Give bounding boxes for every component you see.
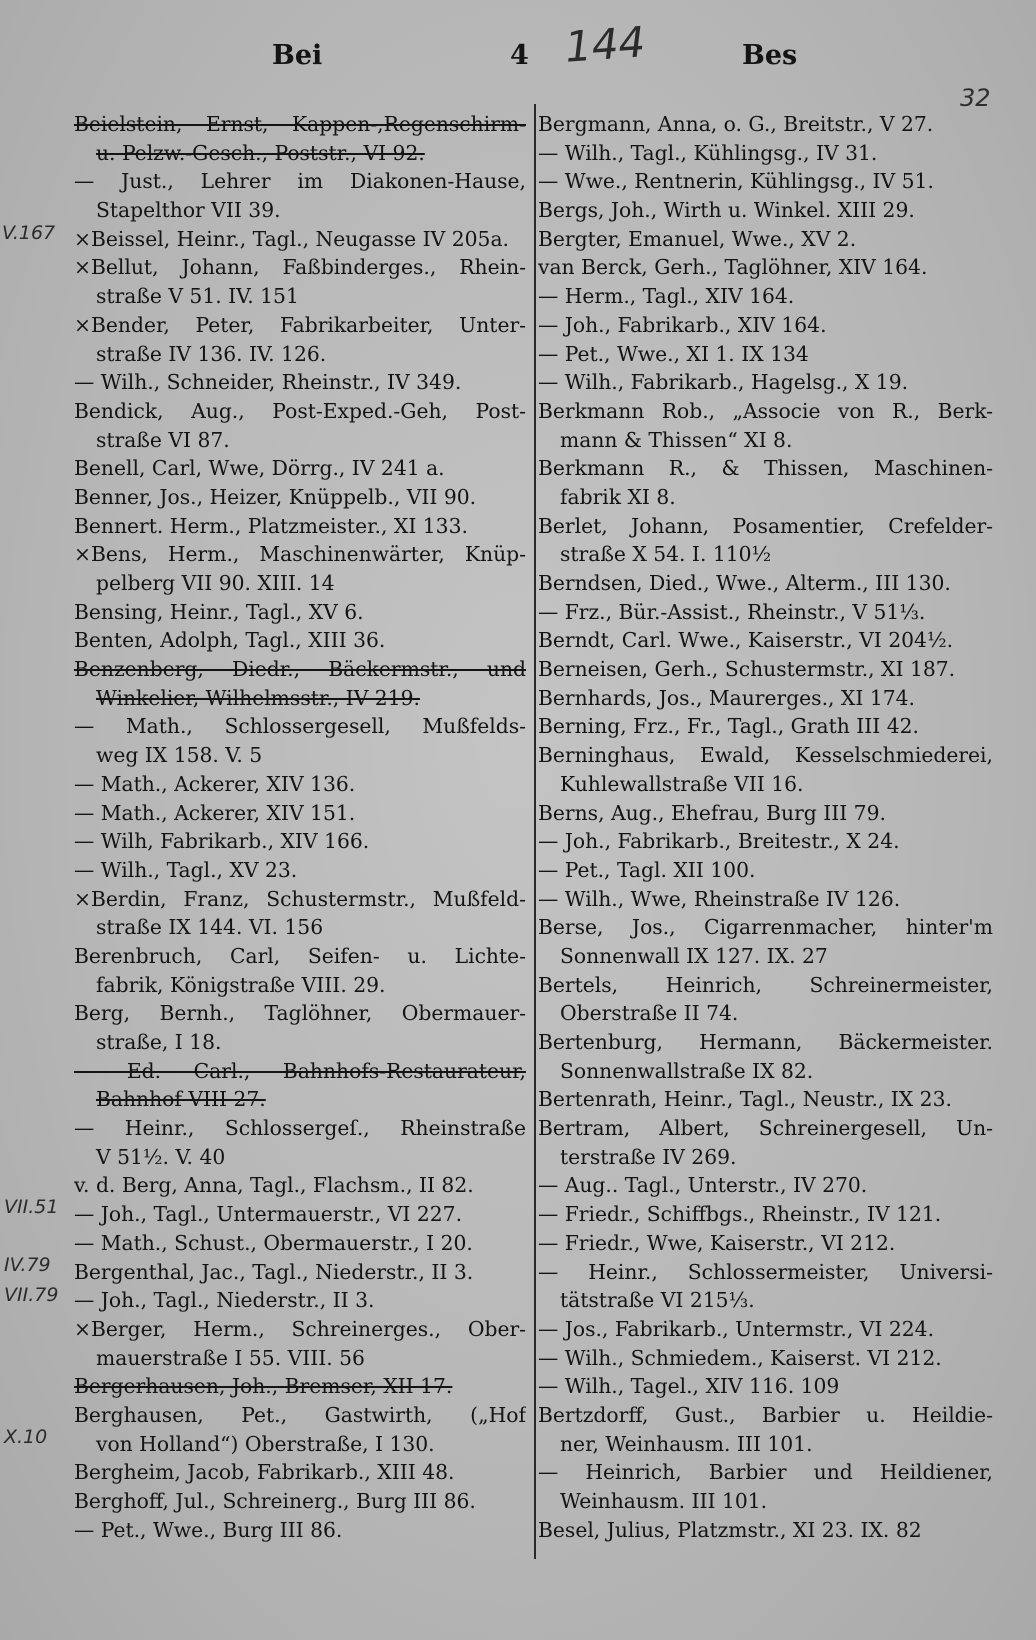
entry-line: ×Berger, Herm., Schreinerges., Ober- — [74, 1316, 526, 1341]
entry-line: straße, I 18. — [96, 1030, 222, 1054]
entry-line: Oberstraße II 74. — [560, 1001, 739, 1026]
entry-line: — Math., Ackerer, XIV 151. — [74, 800, 356, 825]
entry-line: — Heinr., Schlossermeister, Universi- — [538, 1259, 993, 1284]
entry-line: Bensing, Heinr., Tagl., XV 6. — [74, 599, 364, 624]
entry-line: Bahnhof VIII 27. — [96, 1087, 266, 1112]
entry-line: Berns, Aug., Ehefrau, Burg III 79. — [538, 800, 886, 825]
entry-line: ×Bender, Peter, Fabrikarbeiter, Unter- — [74, 312, 526, 337]
entry-line: Bertzdorff, Gust., Barbier u. Heildie- — [538, 1402, 993, 1427]
entry-line: — Wilh., Wwe, Rheinstraße IV 126. — [538, 886, 901, 911]
entry-line: — Heinr., Schlossergeſ., Rheinstraße — [74, 1116, 526, 1141]
entry-line: Berenbruch, Carl, Seifen- u. Lichte- — [74, 943, 526, 968]
entry-line: — Frz., Bür.-Assist., Rheinstr., V 51⅓. — [538, 599, 926, 624]
entry-line: Beielstein, Ernst, Kappen-,Regenschirm- — [74, 112, 526, 136]
entry-line: Berghausen, Pet., Gastwirth, („Hof — [74, 1402, 526, 1427]
entry-line: Benner, Jos., Heizer, Knüppelb., VII 90. — [74, 484, 477, 509]
entry-line: Berndsen, Died., Wwe., Alterm., III 130. — [538, 571, 951, 595]
entry-line: — Wilh., Tagl., Kühlingsg., IV 31. — [538, 140, 878, 165]
entry-line: — Friedr., Schiffbgs., Rheinstr., IV 121. — [538, 1202, 942, 1227]
entry-line: ner, Weinhausm. III 101. — [560, 1431, 813, 1456]
entry-line: Berndt, Carl. Wwe., Kaiserstr., VI 204½. — [538, 628, 954, 653]
entry-line: Weinhausm. III 101. — [560, 1489, 768, 1513]
entry-line: Berse, Jos., Cigarrenmacher, hinter'm — [538, 915, 993, 940]
entry-line: — Herm., Tagl., XIV 164. — [538, 284, 795, 309]
entry-line: — Jos., Fabrikarb., Untermstr., VI 224. — [538, 1316, 935, 1341]
entry-line: Benten, Adolph, Tagl., XIII 36. — [74, 628, 386, 653]
entry-line: pelberg VII 90. XIII. 14 — [96, 571, 335, 595]
handwritten-page-number: 144 — [563, 17, 647, 72]
entry-line: Bergheim, Jacob, Fabrikarb., XIII 48. — [74, 1460, 455, 1485]
margin-note: X.10 — [4, 1426, 48, 1448]
entry-line: van Berck, Gerh., Taglöhner, XIV 164. — [538, 255, 928, 280]
left-column — [74, 110, 526, 1544]
entry-line: Stapelthor VII 39. — [96, 198, 281, 223]
entry-line: Bergs, Joh., Wirth u. Winkel. XIII 29. — [538, 198, 915, 223]
entry-line: ×Beissel, Heinr., Tagl., Neugasse IV 205a. — [74, 226, 509, 251]
entry-line: — Joh., Fabrikarb., XIV 164. — [538, 312, 827, 337]
entry-line: Benell, Carl, Wwe, Dörrg., IV 241 a. — [74, 456, 445, 481]
entry-line: Bennert. Herm., Platzmeister., XI 133. — [74, 513, 468, 538]
entry-line: — Wilh., Tagel., XIV 116. 109 — [538, 1374, 840, 1399]
corner-note: 32 — [960, 84, 991, 112]
entry-line: u. Pelzw.-Gesch., Poststr., VI 92. — [96, 140, 425, 165]
right-column — [538, 110, 993, 1544]
page-number: 4 — [510, 40, 529, 71]
entry-line: — Pet., Wwe., Burg III 86. — [74, 1517, 343, 1542]
header-left-keyword: Bei — [272, 40, 323, 71]
entry-line: — Joh., Tagl., Untermauerstr., VI 227. — [74, 1202, 463, 1227]
entry-line: — Wilh, Fabrikarb., XIV 166. — [74, 829, 370, 854]
entry-line: Bertenrath, Heinr., Tagl., Neustr., IX 23. — [538, 1087, 952, 1112]
header-right-keyword: Bes — [742, 40, 798, 71]
entry-line: terstraße IV 269. — [560, 1144, 737, 1169]
entry-line: weg IX 158. V. 5 — [96, 743, 263, 768]
entry-line: — Wilh., Tagl., XV 23. — [74, 857, 298, 882]
entry-line: straße X 54. I. 110½ — [560, 542, 772, 567]
entry-line: Bertels, Heinrich, Schreinermeister, — [538, 972, 993, 997]
entry-line: — Wilh., Fabrikarb., Hagelsg., X 19. — [538, 370, 909, 395]
entry-line: Berkmann R., & Thissen, Maschinen- — [538, 456, 993, 481]
entry-line: — Pet., Tagl. XII 100. — [538, 857, 756, 882]
entry-line: Berninghaus, Ewald, Kesselschmiederei, — [538, 743, 993, 768]
entry-line: Bertenburg, Hermann, Bäckermeister. — [538, 1030, 993, 1054]
entry-line: — Math., Schlossergesell, Mußfelds- — [74, 714, 526, 739]
entry-line: Bendick, Aug., Post-Exped.-Geh, Post- — [74, 398, 526, 423]
entry-line: Bergter, Emanuel, Wwe., XV 2. — [538, 226, 857, 251]
entry-line: straße VI 87. — [96, 427, 230, 452]
entry-line: Berneisen, Gerh., Schustermstr., XI 187. — [538, 657, 956, 682]
entry-line: v. d. Berg, Anna, Tagl., Flachsm., II 82. — [74, 1173, 474, 1198]
margin-note: IV.79 — [4, 1254, 51, 1276]
entry-line: — Wilh., Schmiedem., Kaiserst. VI 212. — [538, 1345, 942, 1370]
margin-note: VII.51 — [4, 1196, 59, 1218]
entry-line: straße IX 144. VI. 156 — [96, 915, 324, 940]
entry-line: Benzenberg, Diedr., Bäckermstr., und — [74, 657, 526, 682]
entry-line: ×Berdin, Franz, Schustermstr., Mußfeld- — [74, 886, 526, 911]
entry-line: — Pet., Wwe., XI 1. IX 134 — [538, 341, 809, 366]
entry-line: — Aug.. Tagl., Unterstr., IV 270. — [538, 1173, 868, 1198]
entry-line: — Wilh., Schneider, Rheinstr., IV 349. — [74, 370, 462, 395]
entry-line: Sonnenwallstraße IX 82. — [560, 1058, 814, 1083]
entry-line: fabrik, Königstraße VIII. 29. — [96, 972, 386, 997]
entry-line: — Math., Ackerer, XIV 136. — [74, 771, 356, 796]
entry-line: — Wwe., Rentnerin, Kühlingsg., IV 51. — [538, 169, 934, 194]
entry-line: straße V 51. IV. 151 — [96, 284, 299, 309]
entry-line: Berkmann Rob., „Associe von R., Berk- — [538, 398, 993, 423]
entry-line: Kuhlewallstraße VII 16. — [560, 771, 804, 796]
margin-note: VII.79 — [4, 1284, 59, 1306]
entry-line: von Holland“) Oberstraße, I 130. — [96, 1431, 435, 1456]
entry-line: Bernhards, Jos., Maurerges., XI 174. — [538, 685, 915, 710]
entry-line: tätstraße VI 215⅓. — [560, 1288, 755, 1313]
entry-line: Sonnenwall IX 127. IX. 27 — [560, 943, 828, 968]
entry-line: — Joh., Fabrikarb., Breitestr., X 24. — [538, 829, 900, 854]
column-divider — [534, 104, 536, 1559]
entry-line: — Just., Lehrer im Diakonen-Hause, — [74, 169, 526, 194]
entry-line: — Joh., Tagl., Niederstr., II 3. — [74, 1288, 375, 1313]
entry-line: Berning, Frz., Fr., Tagl., Grath III 42. — [538, 714, 919, 739]
entry-line: fabrik XI 8. — [560, 484, 676, 509]
entry-line: Besel, Julius, Platzmstr., XI 23. IX. 82 — [538, 1517, 922, 1542]
entry-line: straße IV 136. IV. 126. — [96, 341, 327, 366]
entry-line: mauerstraße I 55. VIII. 56 — [96, 1345, 365, 1370]
entry-line: mann & Thissen“ XI 8. — [560, 427, 793, 452]
entry-line: Bergenthal, Jac., Tagl., Niederstr., II 3. — [74, 1259, 474, 1284]
entry-line: Bertram, Albert, Schreinergesell, Un- — [538, 1116, 993, 1141]
entry-line: Bergerhausen, Joh., Bremser, XII 17. — [74, 1374, 453, 1399]
entry-line: Winkelier, Wilhelmsstr., IV 219. — [96, 685, 420, 710]
entry-line: — Friedr., Wwe, Kaiserstr., VI 212. — [538, 1230, 896, 1255]
margin-note: V.167 — [2, 222, 56, 244]
entry-line: Bergmann, Anna, o. G., Breitstr., V 27. — [538, 112, 934, 136]
entry-line: Berlet, Johann, Posamentier, Crefelder- — [538, 513, 993, 538]
entry-line: ×Bellut, Johann, Faßbinderges., Rhein- — [74, 255, 526, 280]
entry-line: ×Bens, Herm., Maschinenwärter, Knüp- — [74, 542, 526, 567]
entry-line: Berg, Bernh., Taglöhner, Obermauer- — [74, 1001, 526, 1026]
entry-line: — Ed. Carl., Bahnhofs-Restaurateur, — [74, 1058, 526, 1083]
entry-line: Berghoff, Jul., Schreinerg., Burg III 86. — [74, 1489, 476, 1513]
entry-line: — Math., Schust., Obermauerstr., I 20. — [74, 1230, 473, 1255]
entry-line: — Heinrich, Barbier und Heildiener, — [538, 1460, 993, 1485]
entry-line: V 51½. V. 40 — [96, 1144, 226, 1169]
